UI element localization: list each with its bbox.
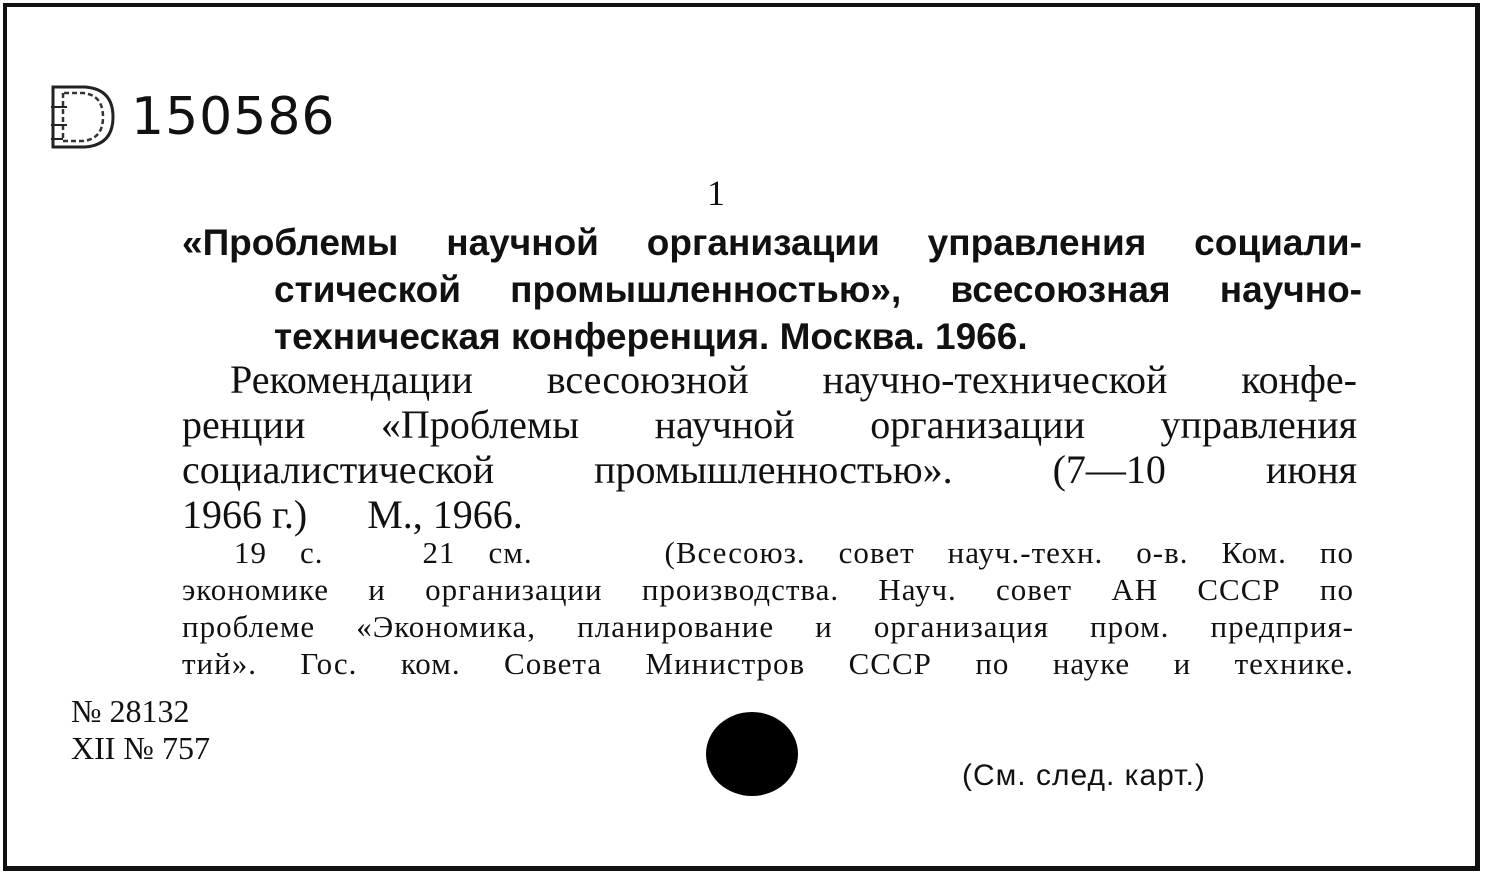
description-line: ренции «Проблемы научной организации управления (182, 402, 1357, 447)
catalog-number: № 28132 (71, 693, 190, 729)
notes-line: экономике и организации производства. Науч. совет АН СССР по (182, 572, 1354, 607)
entry-notes (182, 534, 1354, 682)
card-sequence-number: 1 (707, 173, 725, 213)
stamp-number: 150586 (131, 87, 336, 147)
description-line: 1966 г.) М., 1966. (182, 492, 523, 537)
notes-line: 19 с. 21 см. (Всесоюз. совет науч.-техн. о-в. Ком. по (234, 535, 1354, 570)
series-number: XII № 757 (71, 730, 210, 766)
entry-title (182, 219, 1362, 360)
continuation-note: (См. след. карт.) (962, 759, 1206, 792)
title-line: «Проблемы научной организации управления социали- (182, 222, 1362, 263)
library-stamp (45, 77, 336, 157)
title-line: стической промышленностью», всесоюзная научно- (274, 269, 1362, 310)
entry-description (182, 357, 1357, 537)
notes-line: проблеме «Экономика, планирование и организация пром. предприя- (182, 609, 1354, 644)
description-line: социалистической промышленностью». (7—10 июня (182, 447, 1357, 492)
notes-line: тий». Гос. ком. Совета Министров СССР по науке и технике. (182, 646, 1354, 681)
description-line: Рекомендации всесоюзной научно-технической конфе- (230, 357, 1357, 402)
catalog-card (3, 3, 1480, 871)
library-stamp-icon (45, 77, 125, 157)
title-line: техническая конференция. Москва. 1966. (274, 316, 1028, 357)
catalog-numbers (71, 693, 210, 767)
punch-hole (706, 712, 798, 796)
